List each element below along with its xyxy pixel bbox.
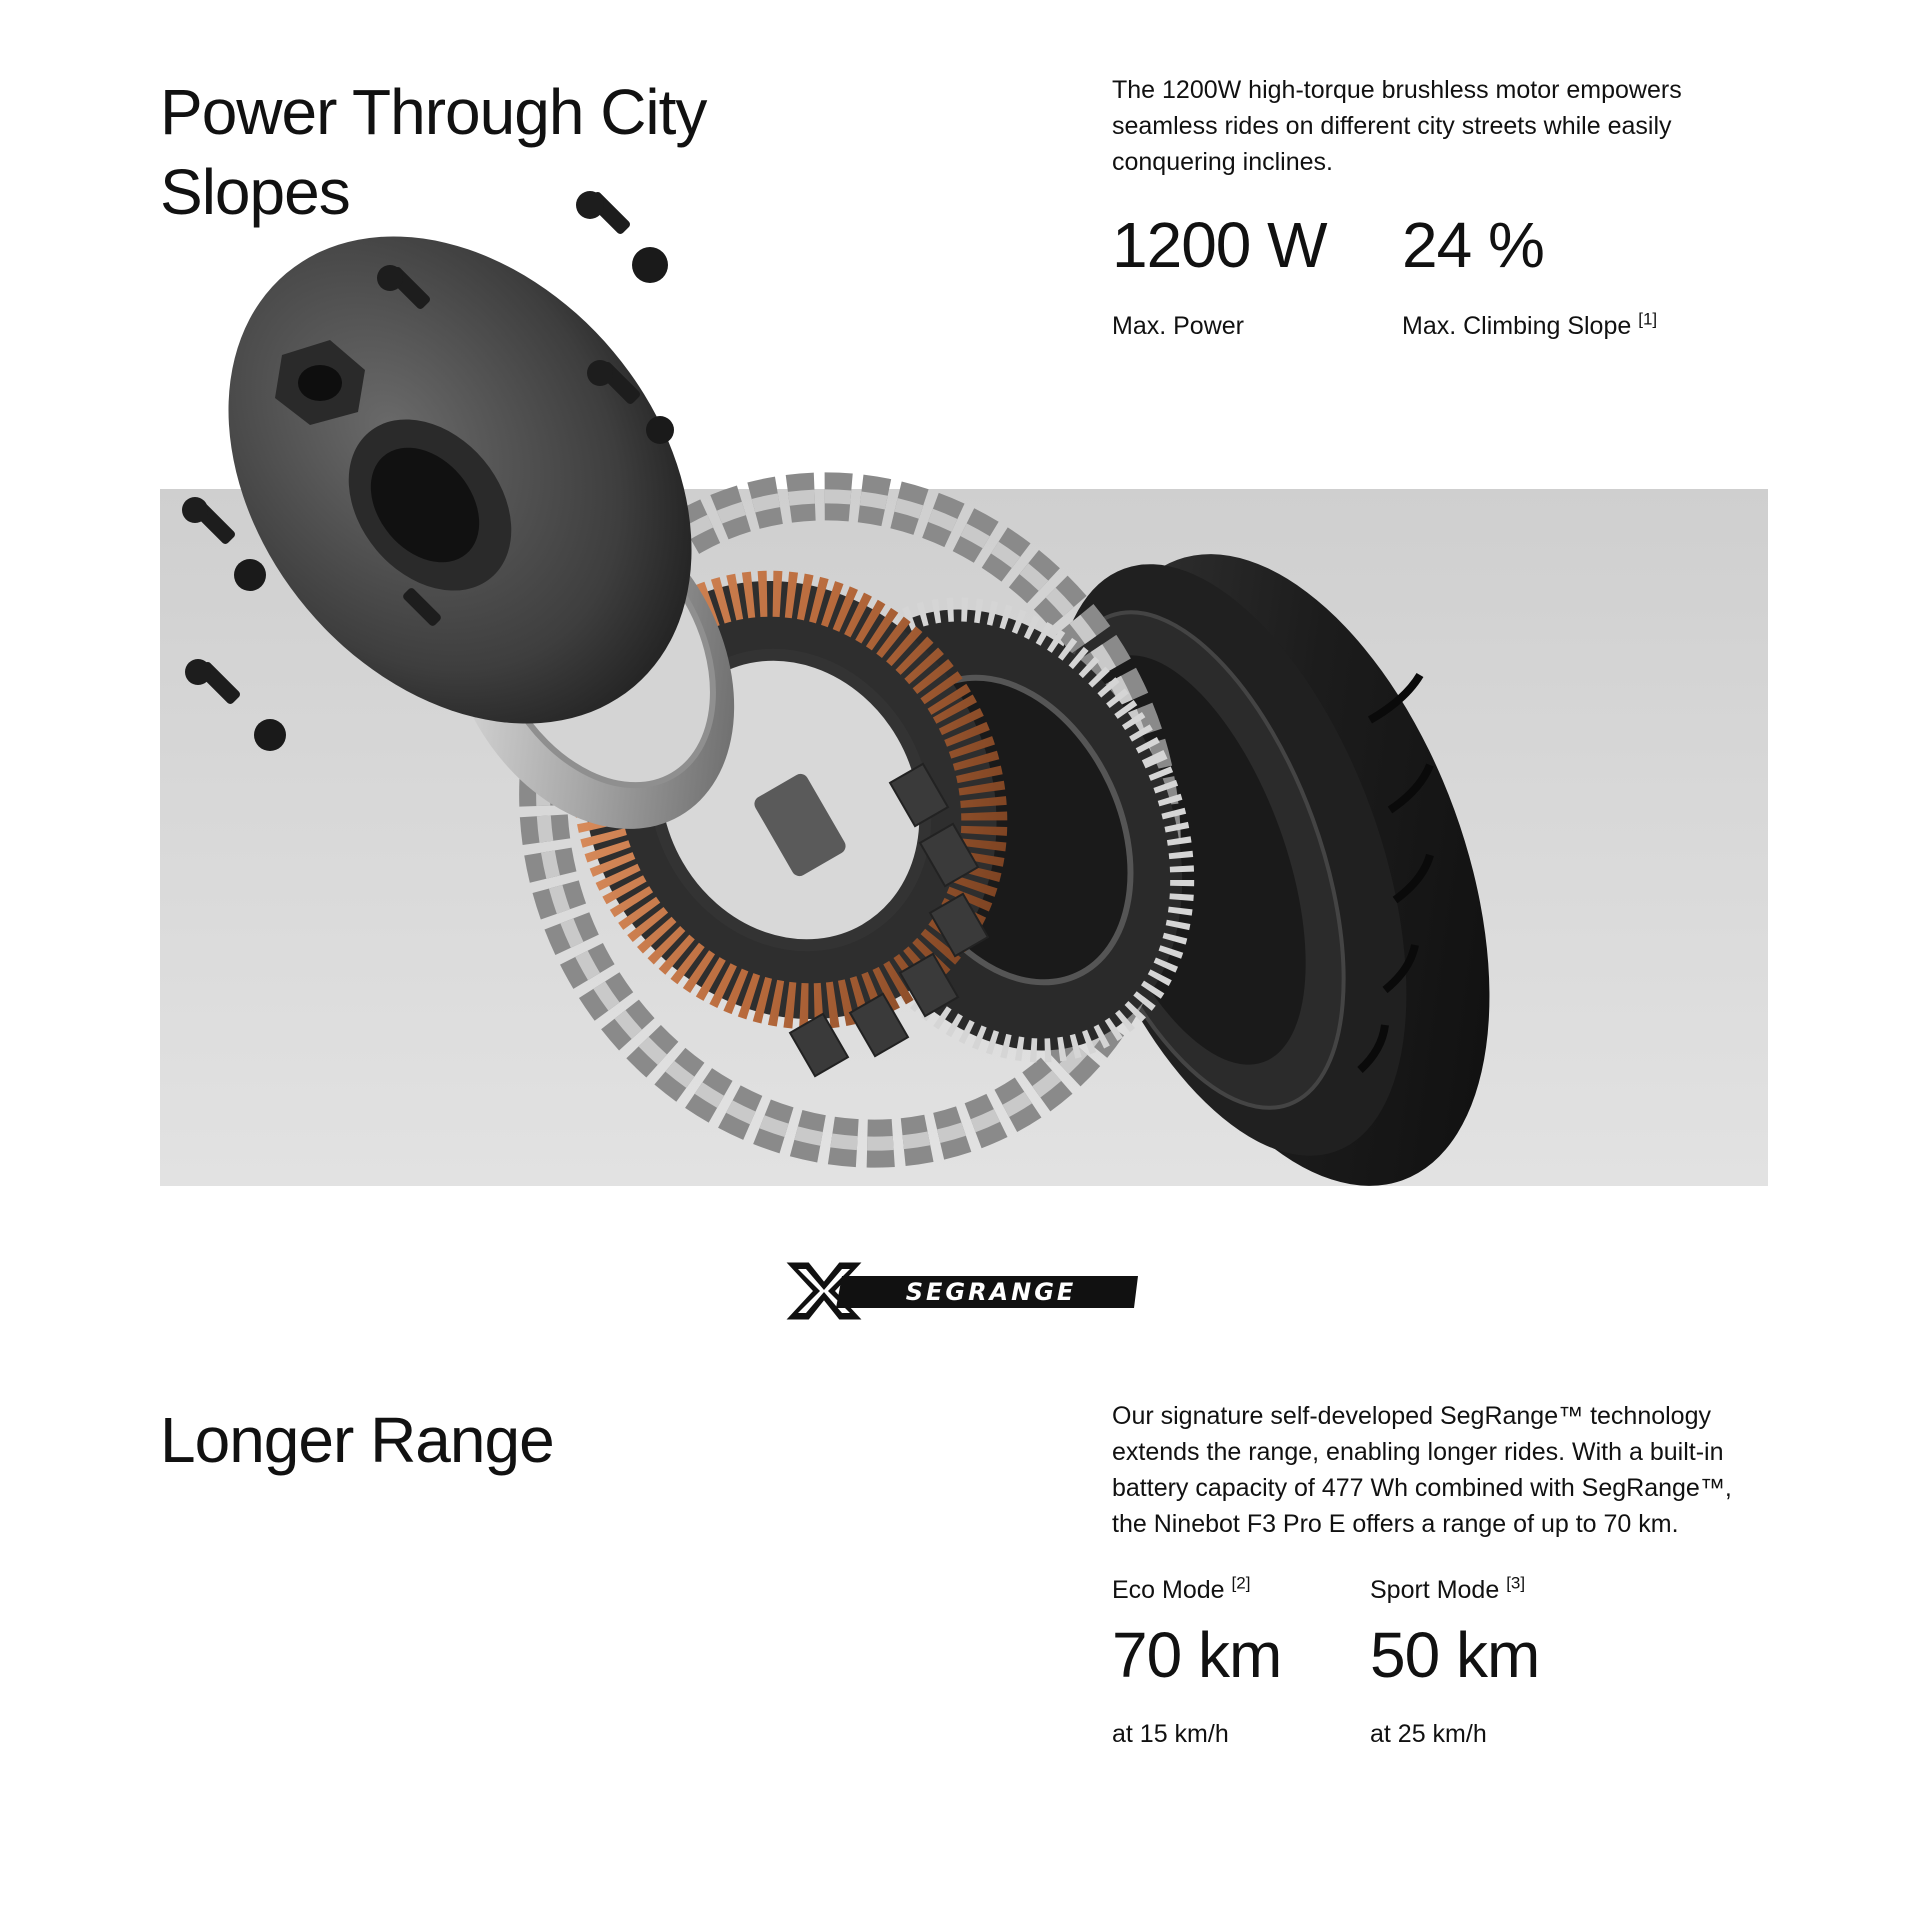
power-section-title: Power Through City Slopes	[160, 76, 707, 228]
eco-mode-speed: at 15 km/h	[1112, 1720, 1229, 1748]
max-power-label-text: Max. Power	[1112, 312, 1244, 340]
sport-mode-label-text: Sport Mode	[1370, 1576, 1500, 1604]
sport-mode-label	[1370, 1574, 1525, 1606]
max-slope-value: 24 %	[1402, 209, 1544, 281]
segrange-logo	[786, 1260, 1140, 1322]
sport-mode-speed: at 25 km/h	[1370, 1720, 1487, 1748]
sport-mode-range-value: 50 km	[1370, 1619, 1540, 1691]
footnote-1-link[interactable]: [1]	[1638, 309, 1658, 329]
eco-mode-label-text: Eco Mode	[1112, 1576, 1225, 1604]
segrange-logo-text: SEGRANGE	[905, 1278, 1077, 1306]
power-section-description: The 1200W high-torque brushless motor empowers seamless rides on different city streets while easily conquering inclines.	[1112, 76, 1682, 176]
max-slope-label-text: Max. Climbing Slope	[1402, 312, 1632, 340]
range-section-title: Longer Range	[160, 1404, 554, 1476]
footnote-3-link[interactable]: [3]	[1506, 1573, 1526, 1593]
max-power-value: 1200 W	[1112, 209, 1327, 281]
range-section-description: Our signature self-developed SegRange™ technology extends the range, enabling longer rides. With a built-in battery capacity of 477 Wh combined with SegRange™, the Ninebot F3 Pro E offers a range of up to 70 km.	[1112, 1402, 1732, 1538]
eco-mode-range-value: 70 km	[1112, 1619, 1282, 1691]
footnote-2-link[interactable]: [2]	[1231, 1573, 1251, 1593]
eco-mode-label	[1112, 1574, 1250, 1606]
